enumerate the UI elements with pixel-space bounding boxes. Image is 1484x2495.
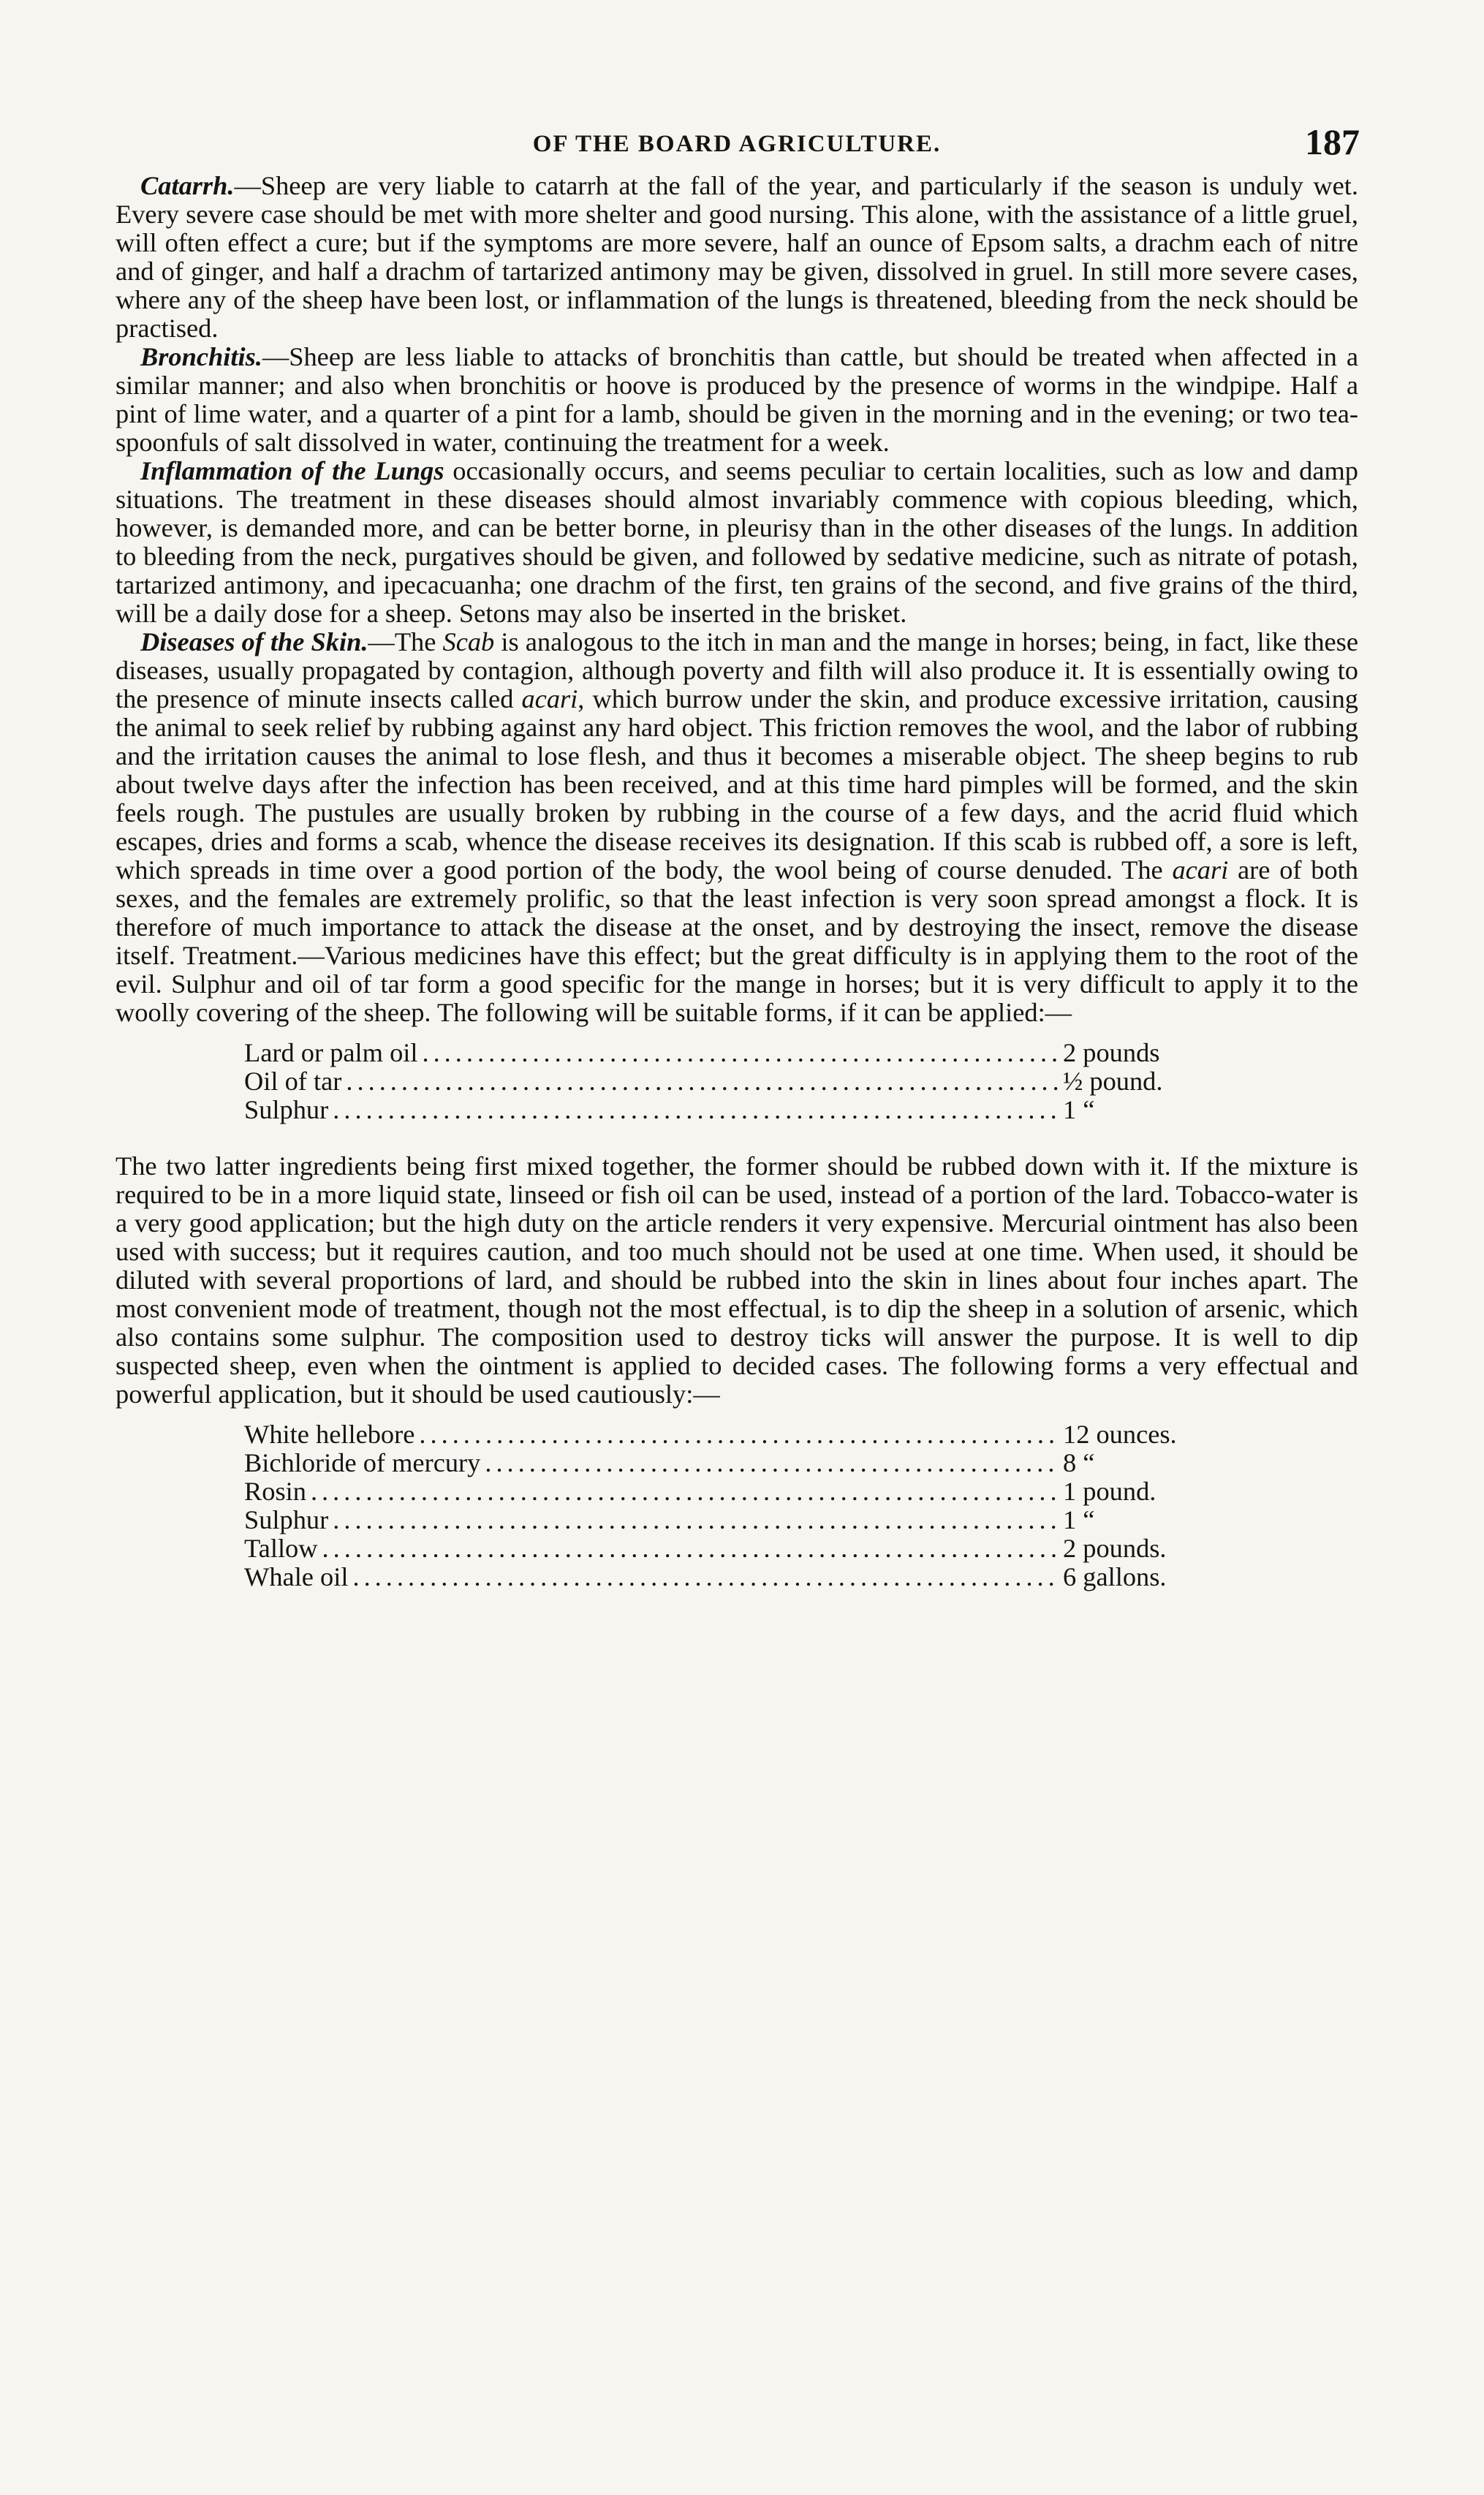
recipe-quantity: 2 pounds	[1063, 1038, 1160, 1067]
heading-catarrh: Catarrh.	[140, 171, 235, 200]
page-header	[116, 121, 1358, 172]
text-inflammation: occasionally occurs, and seems peculiar to certain localities, such as low and damp situations. The treatment in these diseases should almost invariably commence with copious bleeding, which, however, is demanded more, and can be better borne, in pleurisy than in the other diseases of the lungs. In addition to bleeding from the neck, purgatives should be given, and followed by sedative medicine, such as nitrate of potash, tartarized antimony, and ipecacuanha; one drachm of the first, ten grains of the second, and five grains of the third, will be a daily dose for a sheep. Setons may also be inserted in the brisket.	[116, 456, 1358, 628]
leader-dots	[422, 1039, 1059, 1067]
leader-dots	[311, 1477, 1059, 1506]
leader-dots	[419, 1420, 1059, 1449]
text-catarrh: —Sheep are very liable to catarrh at the fall of the year, and particularly if the season is unduly wet. Every severe case should be met with more shelter and good nursing. This alone, with the assistance of a little gruel, will often effect a cure; but if the symptoms are more severe, half an ounce of Epsom salts, a drachm each of nitre and of ginger, and half a drachm of tartarized antimony may be given, dissolved in gruel. In still more severe cases, where any of the sheep have been lost, or inflammation of the lungs is threatened, bleeding from the neck should be practised.	[116, 171, 1358, 343]
leader-dots	[485, 1449, 1059, 1477]
recipe-row	[244, 1067, 1216, 1096]
recipe-quantity: 12 ounces.	[1063, 1420, 1177, 1449]
recipe-row	[244, 1039, 1216, 1067]
recipe-quantity: 6 gallons.	[1063, 1562, 1167, 1591]
paragraph-after-recipe: The two latter ingredients being first mixed together, the former should be rubbed down with it. If the mixture is required to be in a more liquid state, linseed or fish oil can be used, instead of a portion of the lard. Tobacco-water is a very good application; but the high duty on the article renders it very expensive. Mercurial ointment has also been used with success; but it requires caution, and too much should not be used at one time. When used, it should be diluted with several proportions of lard, and should be rubbed into the skin in lines about four inches apart. The most convenient mode of treatment, though not the most effectual, is to dip the sheep in a solution of arsenic, which also contains some sulphur. The composition used to destroy ticks will answer the purpose. It is well to dip suspected sheep, even when the ointment is applied to decided cases. The following forms a very effectual and powerful application, but it should be used cautiously:—	[116, 1151, 1358, 1409]
leader-dots	[352, 1563, 1059, 1591]
recipe-row	[244, 1534, 1216, 1563]
recipe-ingredient: Oil of tar	[244, 1067, 342, 1096]
recipe-row	[244, 1096, 1216, 1124]
recipe-row	[244, 1506, 1216, 1534]
leader-dots	[346, 1067, 1059, 1096]
recipe-quantity: 1 “	[1063, 1095, 1095, 1124]
heading-skin-diseases: Diseases of the Skin.	[140, 627, 368, 656]
text-bronchitis: —Sheep are less liable to attacks of bronchitis than cattle, but should be treated when affected in a similar manner; and also when bronchitis or hoove is produced by the presence of worms in the windpipe. Half a pint of lime water, and a quarter of a pint for a lamb, should be given in the morning and in the evening; or two tea-spoonfuls of salt dissolved in water, continuing the treatment for a week.	[116, 342, 1358, 457]
recipe-quantity: 1 pound.	[1063, 1477, 1156, 1506]
recipe-ingredient: White hellebore	[244, 1420, 415, 1449]
term-acari: acari	[521, 684, 578, 713]
paragraph-inflammation	[116, 457, 1358, 628]
recipe-list-ointment	[244, 1039, 1216, 1124]
leader-dots	[333, 1506, 1059, 1534]
paragraph-bronchitis	[116, 343, 1358, 457]
recipe-ingredient: Sulphur	[244, 1095, 329, 1124]
heading-bronchitis: Bronchitis.	[140, 342, 262, 371]
leader-dots	[333, 1096, 1059, 1124]
recipe-row	[244, 1420, 1216, 1449]
recipe-row	[244, 1449, 1216, 1477]
recipe-ingredient: Sulphur	[244, 1505, 329, 1534]
term-scab: Scab	[442, 627, 495, 656]
recipe-quantity: 2 pounds.	[1063, 1534, 1167, 1563]
running-title: OF THE BOARD AGRICULTURE.	[532, 131, 942, 157]
recipe-row	[244, 1477, 1216, 1506]
leader-dots	[322, 1534, 1059, 1563]
recipe-ingredient: Whale oil	[244, 1562, 349, 1591]
recipe-quantity: 1 “	[1063, 1505, 1095, 1534]
recipe-ingredient: Bichloride of mercury	[244, 1448, 481, 1477]
text-skin-2: is analogous to the itch in man and the mange in horses; being, in fact, like these diseases, usually propagated by contagion, although poverty and filth will also produce it. It is essentially owing to the presence of minute insects called	[116, 627, 1358, 713]
heading-inflammation: Inflammation of the Lungs	[140, 456, 444, 485]
page	[116, 121, 1358, 1591]
recipe-ingredient: Lard or palm oil	[244, 1038, 418, 1067]
recipe-ingredient: Tallow	[244, 1534, 318, 1563]
paragraph-skin-diseases	[116, 628, 1358, 1027]
text-skin-4: are of both sexes, and the females are extremely prolific, so that the least infection is very soon spread amongst a flock. It is therefore of much importance to attack the disease at the onset, and by destroying the insect, remove the disease itself. Treatment.—Various medicines have this effect; but the great difficulty is in applying them to the root of the evil. Sulphur and oil of tar form a good specific for the mange in horses; but it is very difficult to apply it to the woolly covering of the sheep. The following will be suitable forms, if it can be applied:—	[116, 855, 1358, 1027]
page-number: 187	[1305, 121, 1360, 162]
term-acari: acari	[1172, 855, 1229, 885]
recipe-quantity: 8 “	[1063, 1448, 1095, 1477]
paragraph-catarrh	[116, 172, 1358, 343]
text-skin-1: —The	[368, 627, 443, 656]
recipe-ingredient: Rosin	[244, 1477, 306, 1506]
recipe-quantity: ½ pound.	[1063, 1067, 1163, 1096]
recipe-row	[244, 1563, 1216, 1591]
recipe-list-dip	[244, 1420, 1216, 1591]
text-skin-3: , which burrow under the skin, and produce excessive irritation, causing the animal to seek relief by rubbing against any hard object. This friction removes the wool, and the labor of rubbing and the irritation causes the animal to lose flesh, and thus it becomes a miserable object. The sheep begins to rub about twelve days after the infection has been received, and at this time hard pimples will be formed, and the skin feels rough. The pustules are usually broken by rubbing in the course of a few days, and the acrid fluid which escapes, dries and forms a scab, whence the disease receives its designation. If this scab is rubbed off, a sore is left, which spreads in time over a good portion of the body, the wool being of course denuded. The	[116, 684, 1358, 885]
